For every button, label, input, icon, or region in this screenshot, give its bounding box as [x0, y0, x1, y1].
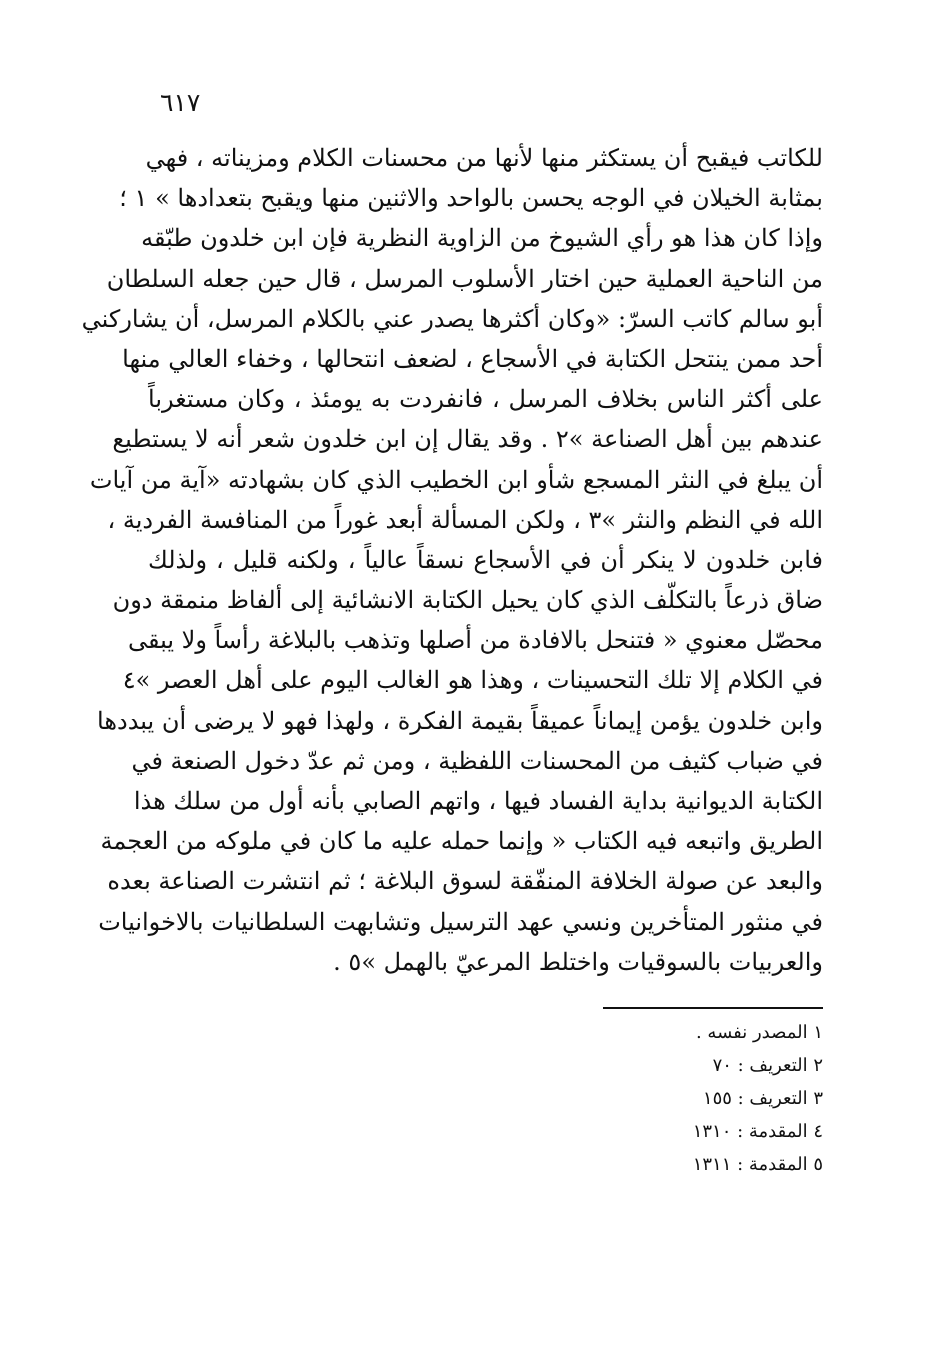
footnote-item: ٥ المقدمة : ١٣١١ — [692, 1154, 823, 1175]
text-line: وإذا كان هذا هو رأي الشيوخ من الزاوية النظرية فإن ابن خلدون طبّقه — [141, 224, 823, 253]
text-line: محصّل معنوي « فتنحل بالافادة من أصلها وتذهب بالبلاغة رأساً ولا يبقى — [127, 626, 823, 655]
text-line: في ضباب كثيف من المحسنات اللفظية ، ومن ثم عدّ دخول الصنعة في — [131, 746, 823, 775]
footnote-item: ١ المصدر نفسه . — [695, 1022, 823, 1043]
text-line: فابن خلدون لا ينكر أن في الأسجاع نسقاً عالياً ، ولكنه قليل ، ولذلك — [148, 545, 823, 574]
text-line: بمثابة الخيلان في الوجه يحسن بالواحد والاثنين منها ويقبح بتعدادها » ١ ؛ — [119, 184, 823, 213]
page-number: ٦١٧ — [160, 88, 201, 117]
text-line: للكاتب فيقبح أن يستكثر منها لأنها من محسنات الكلام ومزيناته ، فهي — [145, 144, 823, 172]
text-line: الطريق واتبعه فيه الكتاب « وإنما حمله عليه ما كان في ملوكه من العجمة — [100, 827, 823, 856]
text-line: أبو سالم كاتب السرّ: «وكان أكثرها يصدر عني بالكلام المرسل، أن يشاركني — [81, 304, 823, 333]
text-line: والبعد عن صولة الخلافة المنفّقة لسوق البلاغة ؛ ثم انتشرت الصناعة بعده — [107, 867, 823, 896]
text-line: أحد ممن ينتحل الكتابة في الأسجاع ، لضعف انتحالها ، وخفاء العالي منها — [122, 344, 823, 373]
footnotes — [560, 1016, 823, 1181]
body-text — [81, 138, 823, 982]
text-line: وابن خلدون يؤمن إيماناً عميقاً بقيمة الفكرة ، ولهذا فهو لا يرضى أن يبددها — [97, 706, 823, 735]
text-line: الله في النظم والنثر »٣ ، ولكن المسألة أبعد غوراً من المنافسة الفردية ، — [107, 505, 823, 534]
text-line: والعربيات بالسوقيات واختلط المرعيّ بالهمل »٥ . — [333, 947, 823, 976]
footnote-divider — [603, 1007, 823, 1009]
text-line: من الناحية العملية حين اختار الأسلوب المرسل ، قال حين جعله السلطان — [106, 264, 823, 293]
text-line: ضاق ذرعاً بالتكلّف الذي كان يحيل الكتابة الانشائية إلى ألفاظ منمقة دون — [112, 586, 823, 615]
text-line: عندهم بين أهل الصناعة »٢ . وقد يقال إن ابن خلدون شعر أنه لا يستطيع — [112, 425, 823, 454]
footnote-item: ٤ المقدمة : ١٣١٠ — [692, 1121, 823, 1142]
footnote-item: ٣ التعريف : ١٥٥ — [702, 1088, 823, 1109]
text-line: أن يبلغ في النثر المسجع شأو ابن الخطيب الذي كان بشهادته «آية من آيات — [89, 465, 823, 494]
text-line: على أكثر الناس بخلاف المرسل ، فانفردت به يومئذ ، وكان مستغرباً — [148, 385, 823, 414]
text-line: الكتابة الديوانية بداية الفساد فيها ، واتهم الصابي بأنه أول من سلك هذا — [133, 787, 823, 815]
footnote-item: ٢ التعريف : ٧٠ — [712, 1055, 823, 1076]
text-line: في الكلام إلا تلك التحسينات ، وهذا هو الغالب اليوم على أهل العصر »٤ — [122, 666, 823, 695]
text-line: في منثور المتأخرين ونسي عهد الترسيل وتشابهت السلطانيات بالاخوانيات — [98, 907, 823, 936]
